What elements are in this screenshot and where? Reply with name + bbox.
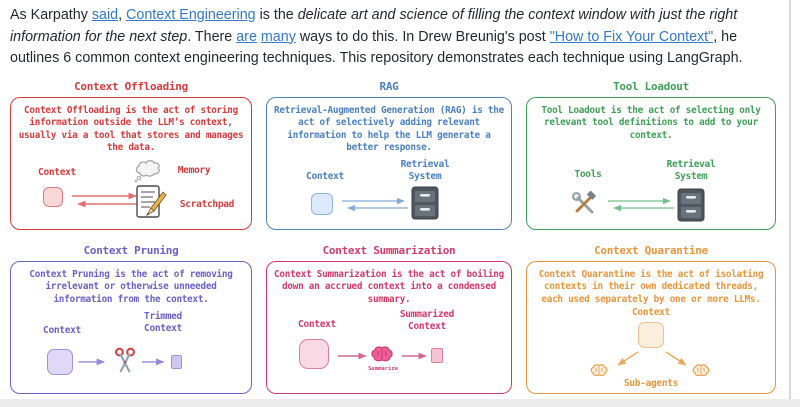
card-diagram: [531, 159, 771, 225]
scratchpad-memo-icon: [135, 185, 167, 224]
card-title: Context Summarization: [322, 244, 456, 257]
intro-text: ways to do this. In Drew Breunig's post: [295, 28, 550, 45]
context-label: Context: [43, 325, 81, 336]
card-title: Context Offloading: [74, 80, 188, 93]
intro-text: . There: [187, 28, 237, 45]
summarize-label: Summarize: [368, 366, 398, 372]
summarized-square: [431, 348, 443, 363]
intro-text: is the: [255, 7, 298, 23]
intro-paragraph: [10, 5, 782, 70]
scratchpad-label: Scratchpad: [179, 199, 235, 210]
summarized-context-label: Summarized Context: [399, 309, 455, 332]
thought-cloud-icon: [133, 159, 163, 188]
page-right-divider: [789, 0, 791, 399]
hammer-wrench-icon: [571, 191, 597, 222]
card-box: [266, 97, 512, 230]
card-box: [526, 261, 776, 394]
file-cabinet-icon: [677, 188, 705, 227]
card-box: [10, 97, 252, 230]
memory-label: Memory: [177, 165, 211, 176]
card-description: Context Offloading is the act of storing information outside the LLM’s context, usually via a tool that stores and manages the data.: [18, 105, 244, 154]
intro-link[interactable]: Context Engineering: [126, 7, 256, 23]
card-title: Context Pruning: [83, 244, 179, 257]
card-title: Tool Loadout: [613, 80, 689, 93]
retrieval-system-label: Retrieval System: [666, 159, 716, 182]
tools-label: Tools: [574, 169, 602, 180]
intro-link[interactable]: are: [236, 28, 257, 45]
technique-cards-grid: [10, 80, 776, 394]
card-description: Tool Loadout is the act of selecting only relevant tool definitions to add to your context.: [541, 105, 761, 141]
card-diagram: [15, 159, 247, 225]
intro-text: , he outlines 6 common context engineering techniques. This repository demonstrates each technique using LangGraph.: [10, 28, 743, 66]
context-label: Context: [306, 171, 344, 182]
retrieval-system-label: Retrieval System: [400, 159, 450, 182]
card-diagram: [271, 159, 507, 225]
context-label: Context: [298, 319, 336, 330]
intro-text: As Karpathy: [10, 7, 92, 23]
subagents-label: Sub-agents: [623, 377, 679, 389]
intro-text: ,: [118, 7, 127, 23]
trimmed-square: [171, 355, 182, 369]
intro-link[interactable]: "How to Fix Your Context": [549, 28, 714, 45]
card-context-summarization: [266, 244, 512, 394]
card-description: Retrieval-Augmented Generation (RAG) is the act of selectively adding relevant information to help the LLM generate a better response.: [274, 105, 504, 154]
context-label: Context: [38, 167, 76, 178]
card-box: [266, 261, 512, 394]
intro-link[interactable]: said: [91, 7, 119, 23]
page-bottom-strip: [0, 399, 800, 407]
card-diagram: [271, 309, 507, 389]
card-diagram: [15, 309, 247, 389]
file-cabinet-icon: [411, 186, 439, 225]
context-square: [311, 193, 333, 215]
context-square: [43, 187, 63, 207]
card-context-pruning: [10, 244, 252, 394]
scissors-icon: [111, 346, 139, 379]
card-box: [526, 97, 776, 230]
context-square: [638, 322, 664, 348]
card-description: Context Pruning is the act of removing irrelevant or otherwise unneeded information from the context.: [29, 269, 233, 305]
trimmed-context-label: Trimmed Context: [144, 311, 182, 334]
intro-link[interactable]: many: [260, 28, 296, 45]
card-title: Context Quarantine: [594, 244, 708, 257]
card-description: Context Summarization is the act of boiling down an accrued context into a condensed summary.: [274, 269, 504, 305]
card-title: RAG: [379, 80, 399, 93]
context-square: [47, 349, 73, 375]
context-square: [299, 339, 329, 369]
intro-text: delicate art and science of filling the context window with just the right information for the next step: [10, 7, 738, 45]
card-rag: [266, 80, 512, 230]
card-context-quarantine: [526, 244, 776, 394]
card-box: [10, 261, 252, 394]
card-context-offloading: [10, 80, 252, 230]
card-description: Context Quarantine is the act of isolating contexts in their own dedicated threads, each used separately by one or more LLMs.: [538, 269, 764, 305]
card-diagram: [531, 307, 771, 389]
context-label: Context: [632, 307, 670, 318]
card-tool-loadout: [526, 80, 776, 230]
